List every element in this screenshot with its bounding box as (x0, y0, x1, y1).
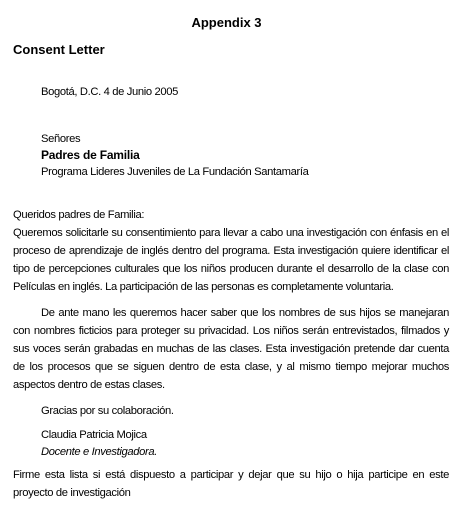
salutation: Señores (41, 133, 81, 145)
paragraph-consent-request: Queremos solicitarle su consentimiento para llevar a cabo una investigación con énfasis en el proceso de aprendizaje de inglés dentro del programa. Esta investigación quiere identificar el tipo de percepciones culturales que los niños producen durante el desarrollo de la clase con Películas en inglés. La participación de las personas es completamente voluntaria. (13, 227, 449, 293)
program-name: Programa Lideres Juveniles de La Fundación Santamaría (41, 166, 309, 178)
greeting: Queridos padres de Familia: (13, 209, 145, 221)
signer-name: Claudia Patricia Mojica (41, 429, 147, 441)
paragraph-privacy: De ante mano les queremos hacer saber que los nombres de sus hijos se manejaran con nombres ficticios para proteger su privacidad. Los niños serán entrevistados, filmados y sus voces serán grabadas en muchas de las clases. Esta investigación pretende dar cuenta de los procesos que se siguen dentro de esta clase, y al mismo tiempo mejorar muchos aspectos dentro de estas clases. (13, 307, 449, 391)
signer-role: Docente e Investigadora. (41, 446, 157, 458)
paragraph-signature-request: Firme esta lista si está dispuesto a participar y dejar que su hijo o hija participe en este proyecto de investigación (13, 469, 449, 499)
recipient: Padres de Familia (41, 148, 140, 162)
thanks-line: Gracias por su colaboración. (41, 405, 174, 417)
appendix-title: Appendix 3 (191, 15, 262, 30)
letter-date: Bogotá, D.C. 4 de Junio 2005 (41, 86, 178, 98)
section-title: Consent Letter (13, 42, 105, 57)
